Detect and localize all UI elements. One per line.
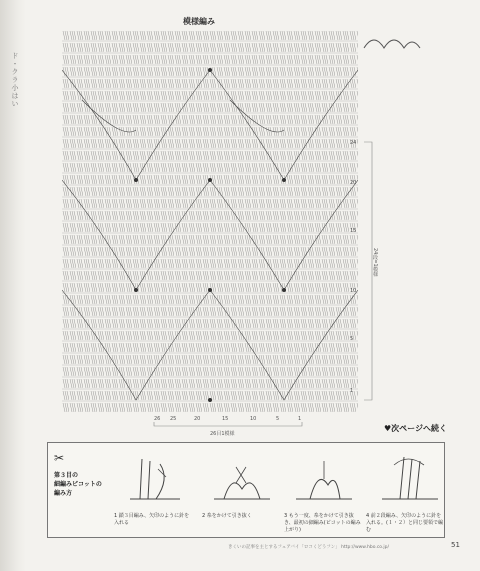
continue-next-page-note: ♥次ページへ続く [384, 424, 448, 433]
crochet-chart [62, 30, 358, 412]
row-number: 5 [350, 336, 354, 342]
row-scale [346, 140, 386, 402]
row-number: 24 [350, 140, 357, 146]
row-number: 15 [350, 228, 357, 234]
scissors-icon: ✂ [54, 451, 65, 465]
step-2-caption: 2 糸をかけて引き抜く [202, 513, 252, 519]
column-number: 5 [276, 416, 280, 422]
row-number: 10 [350, 288, 357, 294]
step-3-caption: 3 もう一度、糸をかけて引き抜き、最初の細編み(ピコットの編み上がり) [284, 513, 361, 533]
row-number: 1 [350, 388, 354, 394]
step-1-illustration [120, 449, 192, 507]
column-scale-bracket [152, 422, 352, 434]
step-3-illustration [288, 449, 360, 507]
instruction-box [47, 442, 445, 538]
step-1-caption: 1 鎖３目編み、矢印のように針を入れる [114, 513, 190, 526]
side-margin-text: ド・クラ小はい [11, 52, 19, 108]
row-repeat-label: 24段=1模様 [372, 248, 378, 277]
column-number: 20 [194, 416, 201, 422]
column-number: 25 [170, 416, 177, 422]
column-number: 1 [298, 416, 302, 422]
column-number: 10 [250, 416, 257, 422]
step-4-caption: 4 前２段編み、矢印のように針を入れる。(１・２）と同じ要領で編む [366, 513, 443, 533]
column-number: 15 [222, 416, 229, 422]
step-4-illustration [374, 449, 446, 507]
column-number: 26 [154, 416, 161, 422]
page-number: 51 [451, 541, 460, 549]
motif-diagram [360, 30, 422, 52]
row-number: 20 [350, 180, 357, 186]
column-repeat-label: 26目1模様 [210, 431, 235, 437]
footer-note: きくいの記事を主とするフェアバイ「ロコくどうフン」 http://www.hbo.co.jp/ [228, 545, 390, 550]
instruction-heading: 第３目の 細編みピコットの 編み方 [54, 472, 102, 497]
chart-title: 模様編み [183, 17, 215, 26]
step-2-illustration [206, 449, 278, 507]
